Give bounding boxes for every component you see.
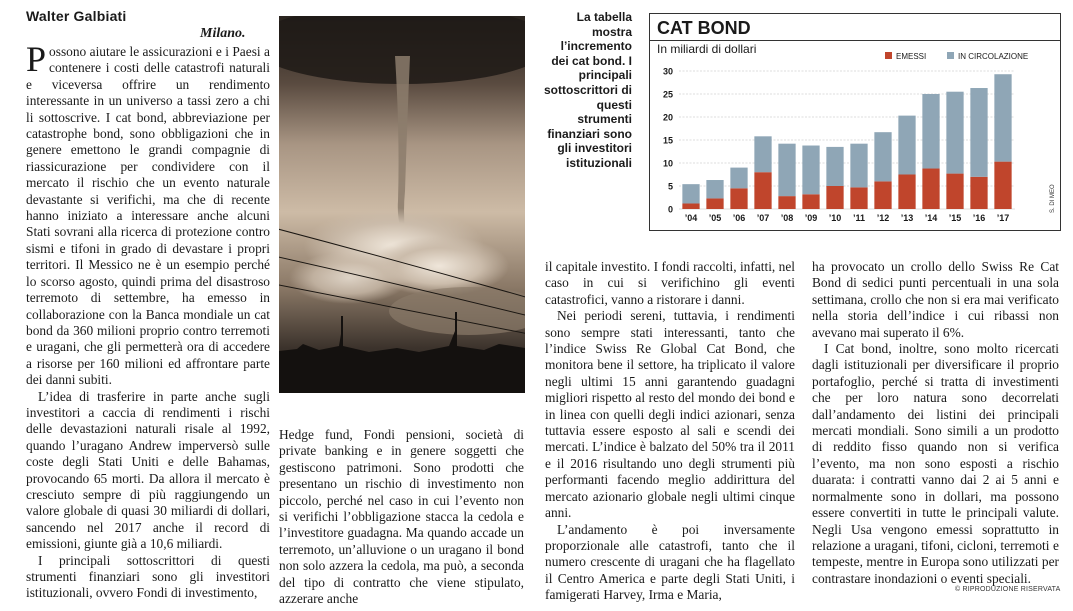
bar-in-circolazione — [946, 92, 963, 174]
chart-source-note: S. DI MEO — [1050, 184, 1056, 213]
bar-in-circolazione — [682, 184, 699, 203]
bar-emessi — [850, 187, 867, 209]
x-tick-label: ’15 — [948, 213, 962, 223]
paragraph: il capitale investito. I fondi raccolti, infatti, nel caso in cui si verifichino gli eventi catastrofici, vanno a ristorare i danni. — [545, 259, 795, 307]
chart-caption: La tabella mostra l’incremento dei cat bond. I principali sottoscrittori di questi strumenti finanziari sono gli investitori istituzionali — [544, 10, 633, 170]
x-tick-label: ’10 — [828, 213, 842, 223]
drop-cap: P — [26, 39, 47, 79]
paragraph — [26, 39, 270, 389]
bar-in-circolazione — [754, 136, 771, 172]
x-tick-label: ’13 — [900, 213, 914, 223]
x-tick-label: ’17 — [996, 213, 1010, 223]
x-tick-label: ’16 — [972, 213, 986, 223]
bar-in-circolazione — [778, 144, 795, 196]
storm-photo — [279, 16, 525, 393]
article-column-1 — [26, 39, 270, 602]
dateline: Milano. — [200, 26, 246, 41]
legend-label: EMESSI — [896, 52, 927, 61]
chart-svg — [649, 13, 1061, 231]
paragraph-text: ossono aiutare le assicurazioni e i Paesi a contenere i costi delle catastrofi naturali e viceversa offrire un rendimento interessante in un universo a tassi zero a chi li sottoscrive. I cat bond, abbreviazione per catastrophe bond, sono obbligazioni che in genere emettono le grandi compagnie di riassicurazione per condividere con il mercato il rischio che un evento naturale devastante si verifichi, ma che di recente hanno iniziato a interessare anche alcuni Stati sovrani alla ricerca di protezione contro sismi e tifoni in grado di devastare i propri territori. Il Messico ne è un esempio perché lo scorso agosto, quindi prima del disastroso terremoto di settembre, ha emesso in collaborazione con la Banca mondiale un cat bond da 360 milioni proprio contro terremoti e uragani, che gli permetterà ora di accedere a risorse per 160 milioni ed affrontare parte dei danni subiti. — [26, 44, 270, 388]
legend-swatch — [947, 52, 954, 59]
paragraph: L’idea di trasferire in parte anche sugli investitori a caccia di rendimenti i rischi delle devastazioni naturali risale al 1992, quando l’uragano Andrew imperversò sulle coste degli Stati Uniti e delle Bahamas, provocando 65 morti. Da allora il mercato è cresciuto sempre di più raggiungendo un valore globale di quasi 30 miliardi di dollari, sancendo nel 2017 anche il record di emissioni, giunte già a 10,6 miliardi. — [26, 388, 270, 552]
cat-bond-chart — [649, 13, 1061, 231]
x-tick-label: ’04 — [684, 213, 698, 223]
bar-in-circolazione — [922, 94, 939, 169]
y-tick-label: 0 — [667, 204, 673, 215]
bar-emessi — [730, 188, 747, 209]
paragraph: L’andamento è poi inversamente proporzionale alle catastrofi, tanto che il numero crescente di uragani che ha flagellato il Centro America e parte degli Stati Uniti, i famigerati Harvey, Irma e Maria, — [545, 521, 795, 603]
x-tick-label: ’05 — [708, 213, 722, 223]
x-tick-label: ’07 — [756, 213, 770, 223]
y-tick-label: 5 — [667, 181, 673, 192]
paragraph: Nei periodi sereni, tuttavia, i rendimenti sono sempre stati interessanti, tanto che l’indice Swiss Re Global Cat Bond, che monitora bene il settore, ha triplicato il valore negli ultimi 15 anni garantendo guadagni migliori rispetto al resto del mondo dei bond e in linea con quelli degli indici azionari, senza tuttavia essere esposto al sali e scendi dei mercati. L’indice è balzato del 50% tra il 2011 e il 2016 risultando uno degli strumenti più performanti facendo meglio addirittura del mercato azionario globale negli ultimi cinque anni. — [545, 308, 795, 521]
bar-emessi — [778, 196, 795, 209]
bar-in-circolazione — [994, 74, 1011, 161]
bar-in-circolazione — [802, 146, 819, 195]
paragraph: I Cat bond, inoltre, sono molto ricercati dagli istituzionali per diversificare il proprio portafoglio, perché si tratta di investimenti che per loro natura sono decorrelati dall’andamento dei listini dei principali mercati mondiali. Sono simili a un prodotto di reddito fisso quando non si verifica l’evento, ma non sono esposti a rischio duarata: i contratti vanno dai 2 ai 5 anni e normalmente sono in dollari, ma possono essere convertiti in tutte le principali valute. Negli Usa vengono emessi soprattutto in relazione a uragani, tifoni, cicloni, terremoti e tempeste, mentre in Europa sono utilizzati per contrastare inondazioni o eventi speciali. — [812, 341, 1059, 586]
chart-subtitle: In miliardi di dollari — [657, 42, 757, 56]
bar-emessi — [754, 172, 771, 209]
y-tick-label: 15 — [662, 135, 673, 146]
legend-label: IN CIRCOLAZIONE — [958, 52, 1029, 61]
paragraph: ha provocato un crollo dello Swiss Re Cat Bond di sedici punti percentuali in una sola settimana, crollo che non si era mai verificato nella storia dell’indice i cui ribassi non avevano mai superato il 6%. — [812, 259, 1059, 340]
y-tick-label: 10 — [662, 158, 673, 169]
bar-emessi — [874, 181, 891, 209]
chart-title: CAT BOND — [657, 18, 751, 38]
bar-emessi — [994, 162, 1011, 209]
x-tick-label: ’09 — [804, 213, 818, 223]
article-column-3 — [545, 259, 795, 604]
x-tick-label: ’12 — [876, 213, 890, 223]
x-tick-label: ’06 — [732, 213, 746, 223]
bar-emessi — [970, 177, 987, 209]
paragraph: I principali sottoscrittori di questi strumenti finanziari sono gli investitori istituzionali, ovvero Fondi di investimento, — [26, 552, 270, 601]
author-byline: Walter Galbiati — [26, 8, 127, 24]
photo-illustration — [279, 16, 525, 393]
copyright-credit: © RIPRODUZIONE RISERVATA — [955, 586, 1061, 593]
bar-emessi — [682, 203, 699, 209]
x-tick-label: ’14 — [924, 213, 938, 223]
bar-in-circolazione — [706, 180, 723, 198]
bar-emessi — [946, 174, 963, 209]
bar-in-circolazione — [730, 168, 747, 189]
paragraph: Hedge fund, Fondi pensioni, società di private banking e in genere soggetti che gestiscono patrimoni. Sono prodotti che presentano un rischio di investimento non piccolo, perché nel caso in cui l’evento non si verifichi l’obbligazione stacca la cedola e l’investitore guadagna. Ma quando accade un terremoto, un’alluvione o un uragano il bond non solo azzera la cedola, ma può, a seconda del tipo di contratto che viene stipulato, azzerare anche — [279, 427, 524, 607]
article-column-4 — [812, 259, 1059, 587]
article-column-2 — [279, 427, 524, 607]
x-tick-label: ’08 — [780, 213, 794, 223]
bar-in-circolazione — [874, 132, 891, 181]
bar-emessi — [802, 194, 819, 209]
bar-in-circolazione — [898, 116, 915, 175]
bar-emessi — [922, 169, 939, 209]
y-tick-label: 30 — [662, 66, 673, 77]
bar-emessi — [826, 186, 843, 209]
x-tick-label: ’11 — [852, 213, 866, 223]
bar-emessi — [898, 175, 915, 210]
bar-in-circolazione — [826, 147, 843, 186]
bar-emessi — [706, 198, 723, 209]
y-tick-label: 20 — [662, 112, 673, 123]
bar-in-circolazione — [850, 144, 867, 188]
y-tick-label: 25 — [662, 89, 673, 100]
bar-in-circolazione — [970, 88, 987, 177]
legend-swatch — [885, 52, 892, 59]
